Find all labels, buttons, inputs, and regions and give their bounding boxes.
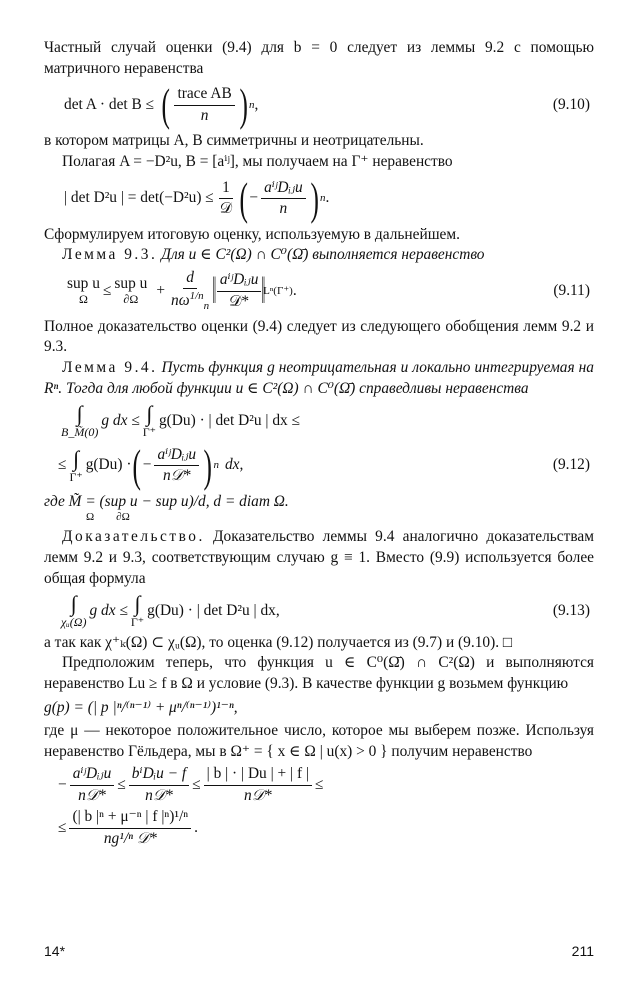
eq911-den2: 𝒟* [229, 292, 250, 310]
eq910-denominator: n [200, 106, 209, 124]
eq911-num2: aⁱʲDᵢⱼu [217, 271, 262, 291]
proof-paragraph [44, 527, 594, 589]
paragraph-summary: Сформулируем итоговую оценку, используемую в дальнейшем. [44, 225, 460, 243]
eq911-num1: d [183, 269, 197, 289]
eq912b-den: n𝒟* [162, 467, 191, 485]
lemma-9-4-body: Пусть функция g неотрицательная и локально интегрируемая на Rⁿ. Тогда для любой функции u ∈ C²(Ω) ∩ C⁰(Ω̄) справедливы неравенства [44, 359, 594, 397]
paragraph-intro: Частный случай оценки (9.4) для b = 0 следует из леммы 9.2 с помощью матричного неравенства [44, 39, 594, 77]
eq910-fraction [174, 85, 234, 125]
paragraph-matrices: в котором матрицы A, B симметричны и неотрицательны. [44, 132, 424, 150]
eq913-int1: ∫ [70, 591, 77, 617]
eq911-sub2: ∂Ω [123, 292, 139, 307]
paragraph-assumption: Предположим теперь, что функция u ∈ C⁰(Ω̄) ∩ C²(Ω) и выполняются неравенство Lu ≥ f в Ω и условие (9.3). В качестве функции g возьмем функцию [44, 654, 594, 692]
signature-mark: 14* [44, 943, 66, 959]
paragraph-full-proof: Полное доказательство оценки (9.4) следует из следующего обобщения лемм 9.2 и 9.3. [44, 317, 594, 356]
eq911-tail: . [292, 281, 297, 299]
eqdet-num2: aⁱʲDᵢⱼu [261, 179, 306, 199]
eq912b-int-sub: Γ⁺ [69, 470, 83, 485]
eqf2-le: ≤ [58, 819, 67, 837]
eq911-den1-sup: 1/n [189, 290, 204, 303]
eqf2-num: (| b |ⁿ + μ⁻ⁿ | f |ⁿ)¹/ⁿ [69, 808, 191, 828]
paragraph-setting: Полагая A = −D²u, B = [aⁱʲ], мы получаем на Γ⁺ неравенство [62, 152, 453, 170]
eqdet-fraction-2 [261, 179, 306, 219]
eq913-integral-1 [61, 592, 86, 629]
lemma-9-3 [44, 245, 594, 266]
norm-bar-left: ‖ [212, 270, 217, 313]
eq912b-expr: g(Du) · [85, 456, 132, 474]
eq913-int2-sub: Γ⁺ [130, 615, 145, 630]
eqdet-minus: − [249, 189, 259, 207]
eq912b-tail: dx, [224, 456, 244, 474]
eq910-lhs: det A · det B ≤ [64, 95, 155, 113]
eq911-sup-boundary [114, 276, 147, 306]
eqf1-fraction-2 [129, 765, 189, 805]
eq912b-int: ∫ [73, 445, 80, 471]
eqf1-le2: ≤ [192, 776, 201, 794]
eq912b-integral [69, 447, 82, 484]
eq911-fraction-1 [168, 269, 212, 314]
equation-number-9-12: (9.12) [552, 456, 590, 474]
proof-body: Доказательство леммы 9.4 аналогично доказательствам лемм 9.2 и 9.3, соответствующим случаю g ≡ 1. Вместо (9.9) используется более общая формула [44, 528, 594, 587]
eq913-int1-sub: χᵤ(Ω) [61, 615, 87, 630]
eqdet-den2: n [279, 200, 288, 218]
eq912a-int1: ∫ [76, 401, 83, 427]
equation-9-13 [44, 592, 594, 629]
paren-right: ) [203, 439, 213, 491]
equation-number-9-11: (9.11) [553, 281, 590, 299]
m-tilde-subscripts: Ω ∂Ω [86, 511, 130, 524]
eq-g-expression: g(p) = (| p |ⁿ/⁽ⁿ⁻¹⁾ + μⁿ/⁽ⁿ⁻¹⁾)¹⁻ⁿ, [44, 698, 238, 716]
eqf2-den: ng¹/ⁿ 𝒟* [103, 829, 157, 847]
eq913-expr1: g dx ≤ [89, 601, 128, 619]
lemma-9-4 [44, 358, 594, 399]
eq911-le: ≤ [102, 281, 112, 299]
norm-bar-right: ‖ [261, 270, 266, 313]
eq913-expr2: g(Du) · | det D²u | dx, [147, 601, 280, 619]
eqf1-num3: | b | · | Du | + | f | [204, 765, 312, 785]
eqf1-den3: n𝒟* [244, 786, 272, 804]
lemma-9-3-body: Для u ∈ C²(Ω) ∩ C⁰(Ω̄) выполняется неравенство [161, 246, 485, 264]
eq911-norm-sub: Lⁿ(Γ⁺) [263, 284, 293, 297]
eq911-sup2: sup u [114, 275, 148, 293]
eq912b-le: ≤ [58, 456, 67, 474]
eqdet-den1: 𝒟 [219, 200, 233, 218]
eqf1-fraction-3 [204, 765, 312, 805]
proof-heading: Доказательство. [62, 528, 205, 546]
eq912a-int2: ∫ [146, 401, 153, 427]
equation-number-9-13: (9.13) [552, 601, 590, 619]
eqf1-fraction-1 [70, 765, 115, 805]
eqf1-le3: ≤ [315, 776, 324, 794]
paren-right: ) [239, 79, 248, 131]
eq910-power: n [249, 98, 255, 111]
eq912b-num: aⁱʲDᵢⱼu [154, 446, 199, 466]
eq910-tail: , [254, 95, 259, 113]
lemma-9-4-heading: Лемма 9.4. [62, 359, 158, 376]
eq912b-power: n [213, 459, 219, 472]
eq912a-int1-sub: B_M̃(0) [61, 425, 99, 440]
paren-left: ( [132, 439, 142, 491]
equation-final-line-1 [44, 765, 594, 805]
eqdet-lhs: | det D²u | = det(−D²u) ≤ [64, 189, 214, 207]
paren-left: ( [239, 172, 248, 224]
equation-9-11 [44, 269, 594, 314]
eq911-plus: + [156, 281, 166, 299]
eqf2-fraction [69, 808, 191, 848]
eqdet-fraction-1 [217, 179, 235, 219]
eqf1-le1: ≤ [117, 776, 126, 794]
equation-9-10 [44, 79, 594, 131]
paren-left: ( [161, 79, 170, 131]
eqdet-power: n [320, 192, 326, 205]
eq911-den1-sub: n [203, 300, 210, 313]
eq912a-int2-sub: Γ⁺ [142, 425, 156, 440]
eq911-sup1: sup u [67, 275, 100, 293]
equation-9-12-line-1 [44, 402, 594, 439]
eqf1-den1: n𝒟* [78, 786, 106, 804]
lemma-9-3-heading: Лемма 9.3. [62, 246, 158, 264]
eq911-den1-base: nω [171, 292, 190, 310]
eq912b-minus: − [142, 456, 152, 474]
eq913-int2: ∫ [134, 591, 141, 617]
equation-9-12-line-2 [44, 439, 594, 491]
eq911-sub1: Ω [79, 292, 88, 307]
page-number: 211 [571, 943, 594, 959]
eqf1-minus: − [58, 776, 67, 794]
eq912b-fraction [154, 446, 199, 486]
m-tilde-definition: где M̃ = (sup u − sup u)/d, d = diam Ω. [44, 492, 289, 510]
paragraph-m-tilde [44, 492, 594, 513]
eq911-fraction-2 [217, 271, 262, 311]
eqf1-num1: aⁱʲDᵢⱼu [70, 765, 115, 785]
paren-right: ) [310, 172, 319, 224]
eqf1-den2: n𝒟* [145, 786, 173, 804]
page-footer [44, 942, 594, 961]
eq912a-expr1: g dx ≤ [101, 411, 140, 429]
eq911-den1 [168, 289, 212, 313]
eqdet-tail: . [325, 189, 330, 207]
eqdet-num1: 1 [219, 179, 233, 199]
equation-g-of-p [44, 698, 594, 719]
equation-final-line-2 [44, 808, 594, 848]
equation-number-9-10: (9.10) [552, 95, 590, 113]
eq913-integral-2 [131, 592, 144, 629]
eq912a-expr2: g(Du) · | det D²u | dx ≤ [158, 411, 301, 429]
paragraph-mu: где μ — некоторое положительное число, которое мы выберем позже. Используя неравенство Гёльдера, мы в Ω⁺ = { x ∈ Ω | u(x) > 0 } получим неравенство [44, 722, 594, 760]
equation-det [44, 172, 594, 224]
eq912a-integral-2 [143, 402, 156, 439]
paragraph-chi: а так как χ⁺ₖ(Ω) ⊂ χᵤ(Ω), то оценка (9.12) получается из (9.7) и (9.10). □ [44, 633, 513, 651]
eq911-sup-omega [67, 276, 100, 306]
eqf1-num2: bⁱDᵢu − f [129, 765, 189, 785]
eq910-numerator: trace AB [174, 85, 234, 105]
eq912a-integral-1 [61, 402, 98, 439]
eqf2-tail: . [194, 819, 198, 837]
